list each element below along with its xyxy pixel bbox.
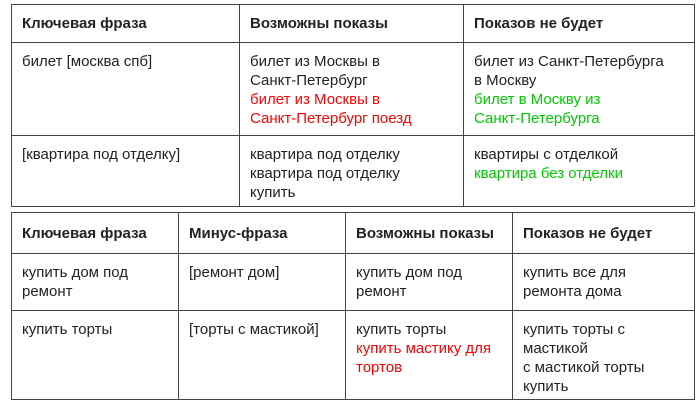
header-possible-shows: Возможны показы: [346, 213, 513, 254]
keyword-line: купить торты: [22, 321, 113, 338]
table-row: [12, 136, 695, 207]
header-keyword: Ключевая фраза: [12, 213, 179, 254]
highlighted-phrase-line: билет в Москву из: [474, 91, 601, 108]
phrase-line: квартира под отделку: [250, 146, 400, 163]
table-header-row: [12, 213, 695, 254]
header-no-shows: Показов не будет: [464, 5, 695, 43]
shows-cell: [240, 43, 464, 136]
table-row: [12, 311, 695, 400]
phrase-line: купить все для: [523, 264, 627, 281]
keyword-cell: [квартира под отделку]: [12, 136, 240, 207]
phrase-line: Санкт-Петербург: [250, 72, 368, 89]
phrase-line: с мастикой торты: [523, 359, 645, 376]
highlighted-phrase-line: билет из Москвы в: [250, 91, 380, 108]
keyword-table-1: [11, 4, 695, 207]
phrase-line: ремонт: [356, 283, 407, 300]
header-minus-phrase: Минус-фраза: [179, 213, 346, 254]
phrase-line: билет из Санкт-Петербурга: [474, 53, 664, 70]
highlighted-phrase-line: тортов: [356, 359, 403, 376]
keyword-cell: [12, 254, 179, 311]
header-no-shows: Показов не будет: [513, 213, 695, 254]
table-row: [12, 254, 695, 311]
minus-phrase-cell: [торты с мастикой]: [179, 311, 346, 400]
highlighted-phrase-line: квартира без отделки: [474, 165, 623, 182]
table-header-row: [12, 5, 695, 43]
phrase-line: в Москву: [474, 72, 537, 89]
header-keyword: Ключевая фраза: [12, 5, 240, 43]
no-shows-cell: [513, 311, 695, 400]
table-row: [12, 43, 695, 136]
highlighted-phrase-line: купить мастику для: [356, 340, 492, 357]
shows-cell: [240, 136, 464, 207]
header-possible-shows: Возможны показы: [240, 5, 464, 43]
phrase-line: купить: [523, 378, 569, 395]
phrase-line: квартира под отделку: [250, 165, 400, 182]
highlighted-phrase-line: Санкт-Петербурга: [474, 110, 600, 127]
phrase-line: билет из Москвы в: [250, 53, 380, 70]
no-shows-cell: [464, 43, 695, 136]
phrase-line: купить: [250, 184, 296, 201]
phrase-line: купить торты: [356, 321, 447, 338]
keyword-cell: билет [москва спб]: [12, 43, 240, 136]
no-shows-cell: [513, 254, 695, 311]
shows-cell: [346, 254, 513, 311]
phrase-line: ремонта дома: [523, 283, 622, 300]
phrase-line: мастикой: [523, 340, 588, 357]
phrase-line: квартиры с отделкой: [474, 146, 619, 163]
phrase-line: купить торты с: [523, 321, 625, 338]
keyword-cell: [12, 311, 179, 400]
no-shows-cell: [464, 136, 695, 207]
highlighted-phrase-line: Санкт-Петербург поезд: [250, 110, 412, 127]
keyword-line: купить дом под: [22, 264, 129, 281]
keyword-table-2: [11, 212, 695, 400]
keyword-line: ремонт: [22, 283, 73, 300]
phrase-line: купить дом под: [356, 264, 463, 281]
minus-phrase-cell: [ремонт дом]: [179, 254, 346, 311]
shows-cell: [346, 311, 513, 400]
